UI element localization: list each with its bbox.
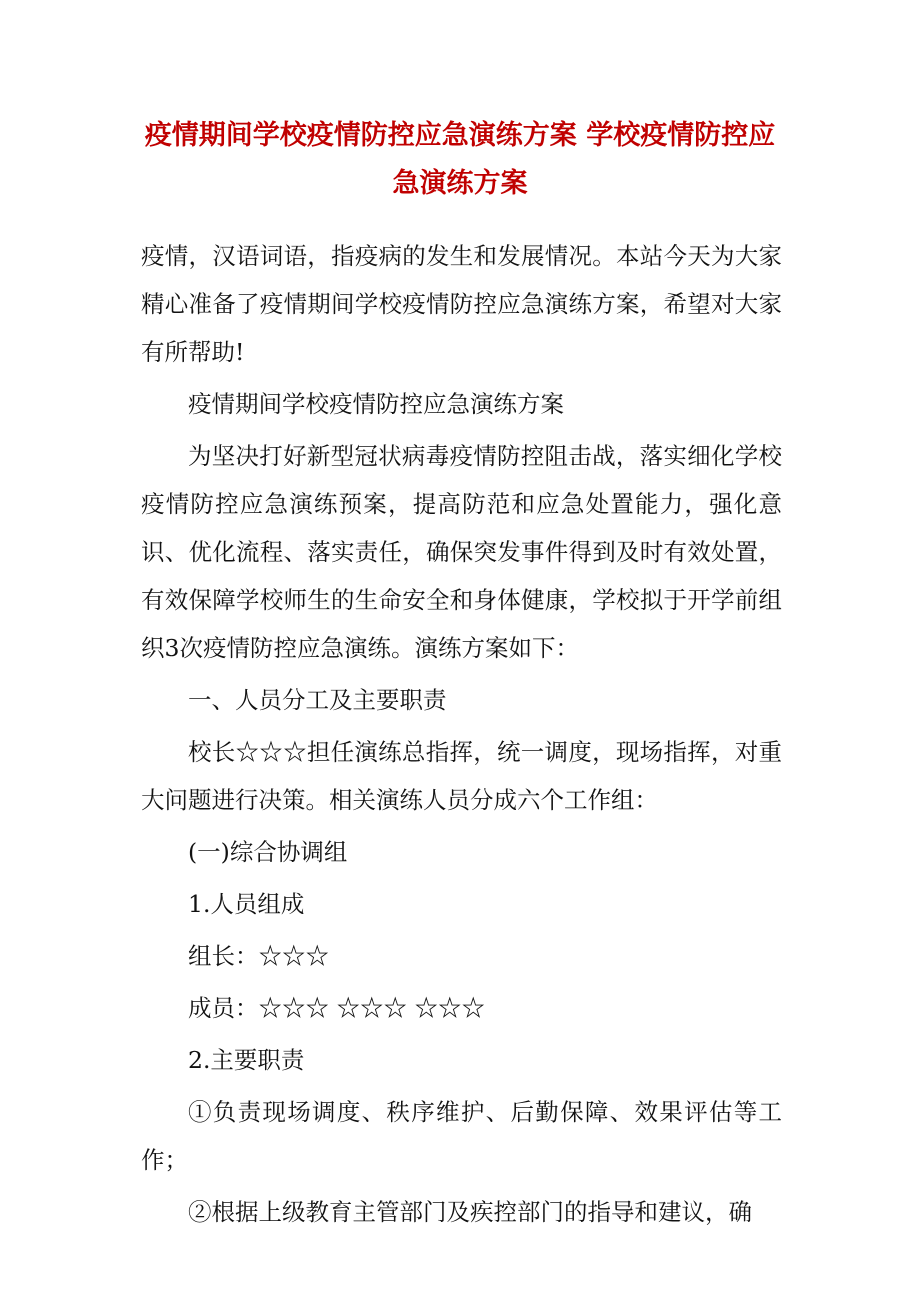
duty-item-2: ②根据上级教育主管部门及疾控部门的指导和建议，确 [188, 1198, 752, 1226]
document-body [141, 232, 782, 1240]
purpose-paragraph: 为坚决打好新型冠状病毒疫情防控阻击战，落实细化学校疫情防控应急演练预案，提高防范和应急处置能力，强化意识、优化流程、落实责任，确保突发事件得到及时有效处置，有效保障学校师生的生命安全和身体健康，学校拟于开学前组织3次疫情防控应急演练。演练方案如下： [141, 442, 782, 662]
commander-paragraph: 校长☆☆☆担任演练总指挥，统一调度，现场指挥，对重大问题进行决策。相关演练人员分成六个工作组： [141, 738, 782, 814]
members-heading: 1.人员组成 [188, 890, 305, 918]
duties-heading: 2.主要职责 [188, 1046, 305, 1074]
subtitle-paragraph: 疫情期间学校疫情防控应急演练方案 [188, 390, 564, 418]
section-heading: 一、人员分工及主要职责 [188, 686, 447, 714]
document-title: 疫情期间学校疫情防控应急演练方案 学校疫情防控应急演练方案 [144, 120, 776, 199]
group-members-line: 成员：☆☆☆ ☆☆☆ ☆☆☆ [188, 994, 485, 1022]
group-heading: (一)综合协调组 [188, 838, 348, 866]
intro-paragraph: 疫情，汉语词语，指疫病的发生和发展情况。本站今天为大家精心准备了疫情期间学校疫情防控应急演练方案，希望对大家有所帮助! [141, 242, 782, 366]
group-leader-line: 组长：☆☆☆ [188, 942, 329, 970]
duty-item-1: ①负责现场调度、秩序维护、后勤保障、效果评估等工作； [141, 1098, 782, 1174]
